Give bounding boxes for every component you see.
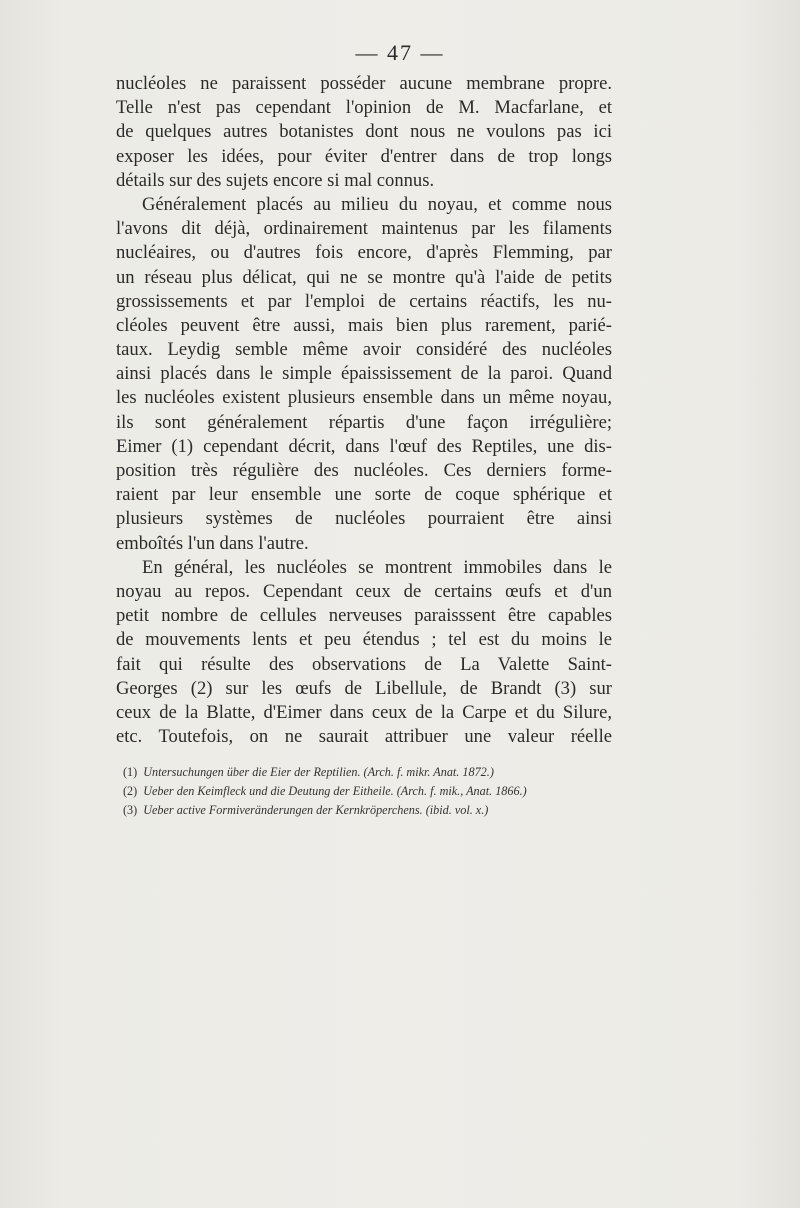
footnote-text: Ueber active Formiveränderungen der Kernkröperchens. (ibid. vol. x.): [143, 803, 489, 817]
text-line: Georges (2) sur les œufs de Libellule, de Brandt (3) sur: [116, 677, 612, 699]
text-line: nucléaires, ou d'autres fois encore, d'après Flemming, par: [116, 242, 612, 264]
footnote: [123, 763, 623, 782]
text-line: etc. Toutefois, on ne saurait attribuer une valeur réelle: [116, 726, 612, 748]
footnote-number: (3): [123, 803, 138, 817]
footnote-text: Ueber den Keimfleck und die Deutung der Eitheile. (Arch. f. mik., Anat. 1866.): [143, 784, 527, 798]
text-line: de mouvements lents et peu étendus ; tel est du moins le: [116, 629, 612, 651]
footnotes: [123, 763, 623, 820]
text-line: nucléoles ne paraissent posséder aucune membrane propre.: [116, 73, 612, 94]
text-line: exposer les idées, pour éviter d'entrer dans de trop longs: [116, 145, 612, 167]
text-line: détails sur des sujets encore si mal connus.: [116, 169, 435, 191]
body-text: [116, 72, 612, 749]
text-line: de quelques autres botanistes dont nous ne voulons pas ici: [116, 121, 612, 143]
footnote: [123, 801, 623, 820]
text-line: un réseau plus délicat, qui ne se montre qu'à l'aide de petits: [116, 266, 612, 288]
text-line: Telle n'est pas cependant l'opinion de M. Macfarlane, et: [116, 97, 612, 119]
text-line: taux. Leydig semble même avoir considéré des nucléoles: [116, 339, 612, 361]
footnote-text: Untersuchungen über die Eier der Reptilien. (Arch. f. mikr. Anat. 1872.): [143, 765, 494, 779]
footnote: [123, 782, 623, 801]
text-line: ainsi placés dans le simple épaississement de la paroi. Quand: [116, 363, 612, 385]
footnote-number: (2): [123, 784, 138, 798]
text-line: raient par leur ensemble une sorte de coque sphérique et: [116, 484, 612, 506]
text-line: cléoles peuvent être aussi, mais bien plus rarement, parié-: [116, 314, 612, 336]
text-line: les nucléoles existent plusieurs ensemble dans un même noyau,: [116, 387, 612, 409]
text-line: Eimer (1) cependant décrit, dans l'œuf des Reptiles, une dis-: [116, 435, 612, 457]
text-line: petit nombre de cellules nerveuses paraisssent être capables: [116, 605, 612, 627]
text-line: grossissements et par l'emploi de certains réactifs, les nu-: [116, 290, 612, 312]
text-line: En général, les nucléoles se montrent immobiles dans le: [142, 556, 612, 578]
text-line: ceux de la Blatte, d'Eimer dans ceux de la Carpe et du Silure,: [116, 701, 612, 723]
text-line: l'avons dit déjà, ordinairement maintenus par les filaments: [116, 218, 612, 240]
page-number: — 47 —: [355, 40, 445, 65]
text-line: ils sont généralement répartis d'une façon irrégulière;: [116, 411, 612, 433]
text-line: emboîtés l'un dans l'autre.: [116, 532, 309, 554]
footnote-number: (1): [123, 765, 138, 779]
text-line: plusieurs systèmes de nucléoles pourraient être ainsi: [116, 508, 612, 530]
text-line: fait qui résulte des observations de La Valette Saint-: [116, 653, 612, 675]
text-line: position très régulière des nucléoles. Ces derniers forme-: [116, 460, 612, 481]
text-line: Généralement placés au milieu du noyau, et comme nous: [142, 193, 612, 215]
text-line: noyau au repos. Cependant ceux de certains œufs et d'un: [116, 580, 612, 602]
